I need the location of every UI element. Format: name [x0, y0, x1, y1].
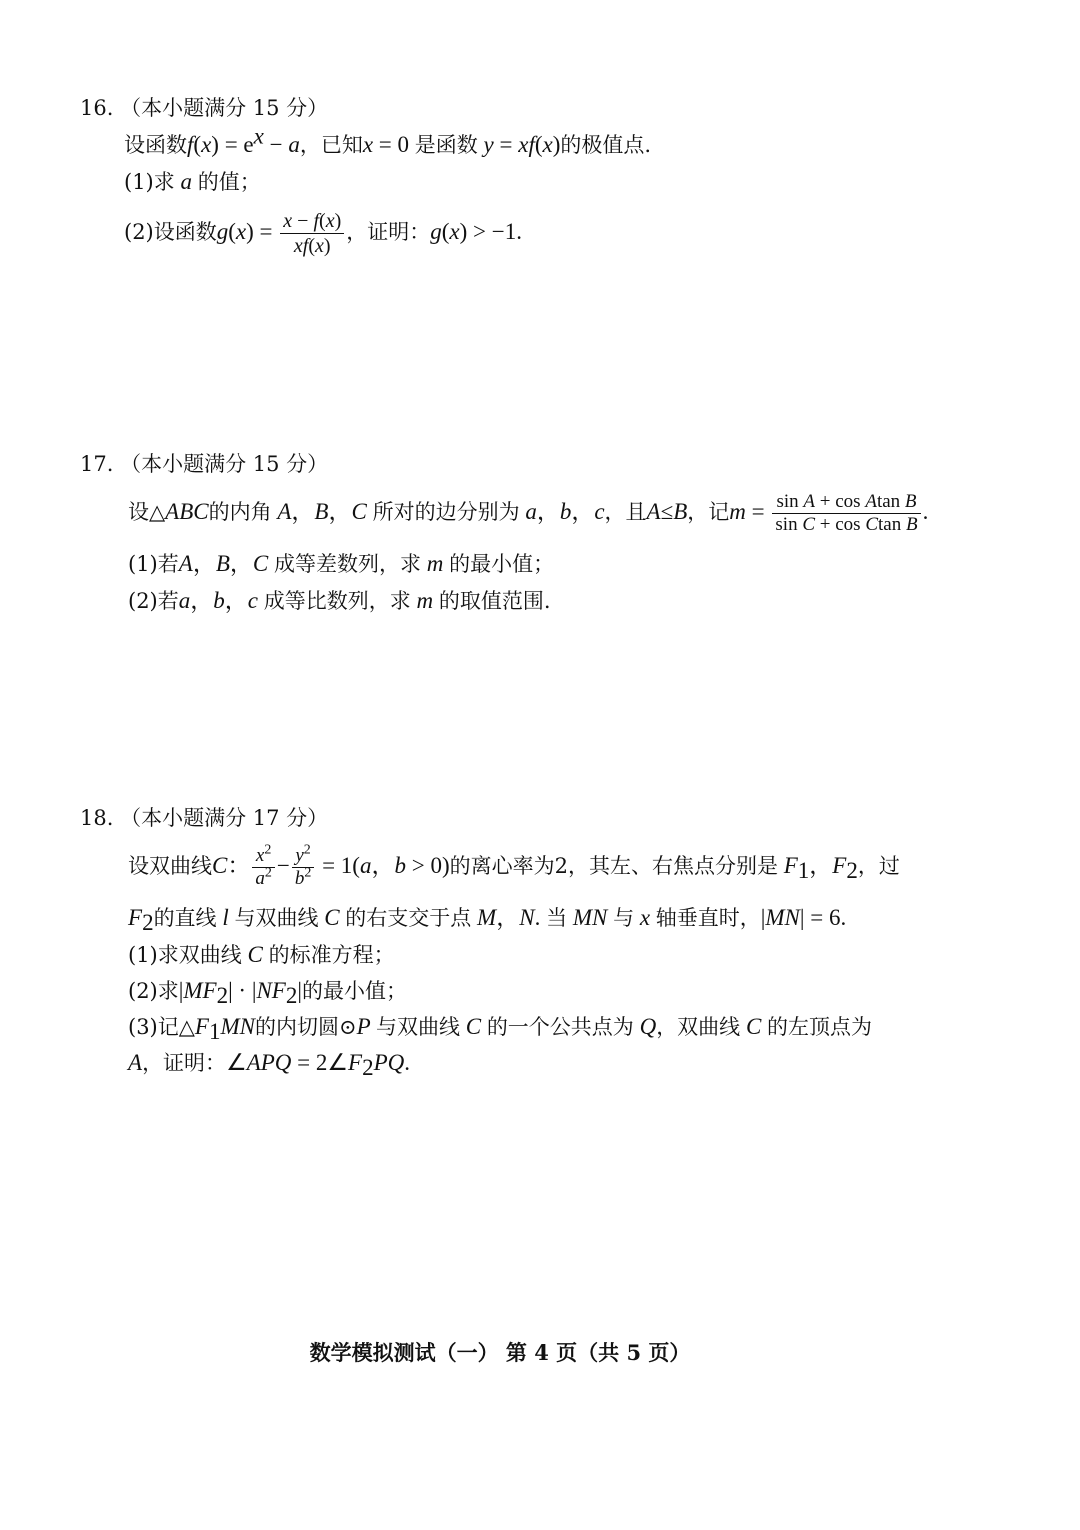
q18-part3-d: ，双曲线: [656, 1015, 741, 1039]
q16-stem-mid2: 是函数: [414, 133, 478, 157]
q18-stem-d: 当: [546, 906, 568, 930]
q18-stem-post: ，过: [857, 854, 900, 878]
q17-part1-pre: (1)若: [128, 552, 179, 576]
q17-header: 17. （本小题满分 15 分）: [80, 452, 329, 476]
q18-stem-a: 的直线: [153, 906, 217, 930]
q18-stem-mid: 的离心率为2，其左、右焦点分别是: [449, 854, 778, 878]
q18-part3-pre: (3)记△: [128, 1015, 195, 1039]
q18-part3-c: 的一个公共点为: [486, 1015, 634, 1039]
q16-part1-post: 的值；: [197, 170, 261, 194]
q16-stem-mid: ，已知: [299, 133, 363, 157]
q18-fraction-x: $\frac{x^2}{a^2}$: [252, 845, 275, 890]
q18-stem-c: 的右支交于点: [345, 906, 472, 930]
q18-stem-f: 轴垂直时，: [655, 906, 761, 930]
q16-part2-pre: (2)设函数: [124, 220, 217, 244]
q18-part3-cont: A，证明：∠APQ = $2\angle F_2PQ$.: [128, 1050, 410, 1081]
q18-stem-e: 与: [613, 906, 635, 930]
q18-part1-post: 的标准方程；: [268, 943, 395, 967]
q16-part1-pre: (1)求: [124, 170, 175, 194]
q18-stem-line2: $F_2$的直线 l 与双曲线 C 的右支交于点 M，N. 当 MN 与 x 轴垂直时，|MN| = 6.: [128, 905, 847, 936]
q16-header: 16. （本小题满分 15 分）: [80, 96, 329, 120]
q18-part3-b: 与双曲线: [375, 1015, 460, 1039]
q18-part2: (2)求$|MF_2| \cdot |NF_2|$的最小值；: [128, 978, 407, 1009]
q17-part2-mid: 成等比数列，求: [263, 589, 411, 613]
q17-stem-pre: 设△: [128, 500, 166, 524]
q18-part1: (1)求双曲线 C 的标准方程；: [128, 942, 395, 967]
q17-part1: (1)若A，B，C 成等差数列，求 m 的最小值；: [128, 551, 555, 576]
q18-stem-b: 与双曲线: [234, 906, 319, 930]
q17-stem-a: 的内角: [208, 500, 272, 524]
q18-part2-pre: (2)求: [128, 979, 179, 1003]
q16-fraction: $\frac{x - f(x)}{xf(x)}$: [280, 209, 344, 258]
q17-part2-pre: (2)若: [128, 589, 179, 613]
q18-part2-post: 的最小值；: [301, 979, 407, 1003]
q18-fraction-y: $\frac{y^2}{b^2}$: [292, 845, 315, 890]
q18-stem-pre: 设双曲线: [128, 854, 212, 878]
q18-header: 18. （本小题满分 17 分）: [80, 806, 329, 830]
q18-part3-e: 的左顶点为: [767, 1015, 873, 1039]
q17-part2: (2)若a，b，c 成等比数列，求 m 的取值范围.: [128, 588, 551, 613]
q16-stem-post: 的极值点.: [560, 133, 652, 157]
q17-fraction: $\frac{\text{sin A + cos Atan B}}{\text{sin C + cos Ctan B}}$: [772, 491, 920, 536]
q18-part3: (3)记$\triangle F_1MN$的内切圆⊙P 与双曲线 C 的一个公共点为 Q，双曲线 C 的左顶点为: [128, 1014, 873, 1045]
q17-stem-c: ，且: [604, 500, 647, 524]
q16-stem: 设函数$f(x) = e^x - a$，已知x = 0 是函数 y = xf(x)的极值点.: [124, 123, 652, 157]
q18-part1-pre: (1)求双曲线: [128, 943, 242, 967]
q17-stem-b: 所对的边分别为: [372, 500, 520, 524]
q17-part1-mid: 成等差数列，求: [273, 552, 421, 576]
q16-part1: (1)求 a 的值；: [124, 169, 261, 194]
q16-stem-pre: 设函数: [124, 133, 187, 157]
q16-part2: (2)设函数g(x) = $\frac{x - f(x)}{xf(x)}$ ，证明：g(x) > −1.: [124, 210, 522, 257]
q18-stem-line1: 设双曲线C： $\frac{x^2}{a^2}$ − $\frac{y^2}{b^2}$ = 1(a，b > 0)的离心率为2，其左、右焦点分别是 $F_1$，$F_2$，过: [128, 842, 900, 889]
q18-part3-cont-post: ，证明：: [142, 1051, 227, 1075]
q17-part1-post: 的最小值；: [449, 552, 555, 576]
q18-part3-a: 的内切圆⊙: [254, 1015, 357, 1039]
q17-stem: 设△ABC的内角 A，B，C 所对的边分别为 a，b，c，且A≤B，记m = $\frac{\text{sin A + cos Atan B}}{\text{sin C + cos Ctan B}}$ .: [128, 491, 929, 535]
page-footer: 数学模拟测试（一） 第 4 页（共 5 页）: [309, 1340, 691, 1365]
q16-part2-post: ，证明：: [346, 220, 431, 244]
q17-part2-post: 的取值范围.: [438, 589, 551, 613]
q17-stem-d: ，记: [687, 500, 730, 524]
